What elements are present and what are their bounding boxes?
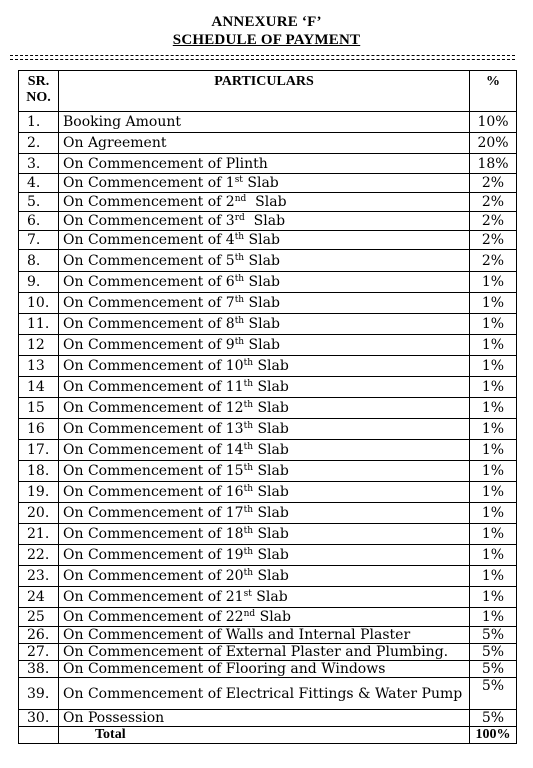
ordinal-suffix: nd [234,194,247,204]
ordinal-suffix: th [243,568,254,578]
row-particulars [59,335,470,356]
ordinal-suffix: th [234,295,245,305]
payment-schedule-table [18,70,517,744]
row-particulars [59,314,470,335]
header-sr-line2: NO. [26,90,51,105]
ordinal-suffix: th [243,379,254,389]
total-label: Total [59,727,470,744]
row-number: 27. [19,644,59,661]
ordinal-suffix: th [243,463,254,473]
row-percent: 2% [470,250,517,272]
particulars-text: On Commencement of 18 [63,526,244,542]
particulars-suffix: Slab [253,505,289,521]
particulars-text: On Commencement of 14 [63,442,244,458]
ordinal-suffix: th [234,316,245,326]
row-percent: 1% [470,482,517,503]
table-row [19,710,517,727]
row-percent: 2% [470,231,517,250]
particulars-suffix: Slab [244,274,280,290]
particulars-suffix: Slab [253,421,289,437]
row-percent: 18% [470,154,517,174]
table-row [19,133,517,154]
row-percent: 10% [470,112,517,133]
ordinal-suffix: th [243,526,254,536]
row-particulars [59,566,470,587]
table-row [19,566,517,587]
row-number: 19. [19,482,59,503]
particulars-text: On Commencement of 10 [63,358,244,374]
row-particulars [59,503,470,524]
row-particulars [59,627,470,644]
row-number: 3. [19,154,59,174]
particulars-text: On Possession [63,710,165,726]
row-percent: 1% [470,356,517,377]
ordinal-suffix: th [243,400,254,410]
document-subtitle: SCHEDULE OF PAYMENT [172,32,361,48]
ordinal-suffix: th [234,337,245,347]
row-particulars [59,587,470,608]
table-row [19,293,517,314]
row-number: 18. [19,461,59,482]
particulars-text: On Commencement of Flooring and Windows [63,661,386,677]
row-percent: 1% [470,272,517,293]
particulars-suffix: Slab [253,379,289,395]
particulars-suffix: Slab [253,463,289,479]
row-particulars [59,174,470,193]
row-particulars [59,545,470,566]
row-particulars [59,440,470,461]
table-row [19,644,517,661]
particulars-text: On Commencement of 6 [63,274,235,290]
particulars-suffix: Slab [253,484,289,500]
table-body [19,112,517,727]
ordinal-suffix: st [243,589,252,599]
row-percent: 2% [470,174,517,193]
particulars-suffix: Slab [244,252,280,269]
particulars-suffix: Slab [253,442,289,458]
table-row [19,193,517,212]
particulars-text: On Commencement of 13 [63,421,244,437]
table-row [19,377,517,398]
table-row [19,174,517,193]
row-particulars [59,710,470,727]
ordinal-suffix: th [234,232,245,242]
particulars-text: On Commencement of 2 [63,194,235,210]
row-particulars [59,608,470,627]
row-number: 5. [19,193,59,212]
particulars-suffix: Slab [242,175,279,191]
row-particulars [59,272,470,293]
particulars-text: On Commencement of Walls and Internal Plaster [63,627,411,643]
row-percent: 1% [470,503,517,524]
particulars-text: On Commencement of 17 [63,505,244,521]
row-particulars [59,133,470,154]
row-percent: 1% [470,335,517,356]
table-row [19,545,517,566]
row-percent: 1% [470,440,517,461]
table-row [19,627,517,644]
row-percent: 1% [470,587,517,608]
row-percent: 5% [470,627,517,644]
ordinal-suffix: nd [243,609,256,619]
row-particulars [59,661,470,678]
row-number: 15 [19,398,59,419]
row-particulars [59,293,470,314]
row-percent: 1% [470,293,517,314]
row-number: 23. [19,566,59,587]
particulars-text: On Commencement of 21 [63,589,244,605]
table-row [19,608,517,627]
row-percent: 5% [470,661,517,678]
table-row [19,231,517,250]
row-number: 20. [19,503,59,524]
particulars-text: On Commencement of 22 [63,609,244,625]
row-number: 9. [19,272,59,293]
particulars-text: On Commencement of Plinth [63,155,268,172]
particulars-suffix: Slab [244,213,286,229]
row-percent: 2% [470,193,517,212]
particulars-text: On Commencement of 3 [63,213,235,229]
particulars-text: On Commencement of External Plaster and Plumbing. [63,644,449,660]
ordinal-suffix: th [234,252,245,263]
total-no-cell [19,727,59,744]
header-percent: % [470,71,517,112]
row-number: 8. [19,250,59,272]
row-percent: 2% [470,212,517,231]
row-number: 16 [19,419,59,440]
row-number: 13 [19,356,59,377]
row-number: 10. [19,293,59,314]
row-percent: 1% [470,398,517,419]
row-number: 38. [19,661,59,678]
row-particulars [59,644,470,661]
row-particulars [59,524,470,545]
ordinal-suffix: rd [234,213,245,223]
ordinal-suffix: th [243,442,254,452]
row-number: 7. [19,231,59,250]
particulars-text: On Commencement of 9 [63,337,235,353]
total-row [19,727,517,744]
particulars-suffix: Slab [253,400,289,416]
table-row [19,212,517,231]
header-particulars: PARTICULARS [59,71,470,112]
particulars-suffix: Slab [251,589,288,605]
ordinal-suffix: th [234,274,245,284]
particulars-suffix: Slab [253,358,289,374]
row-number: 21. [19,524,59,545]
table-row [19,112,517,133]
row-particulars [59,398,470,419]
table-row [19,461,517,482]
table-header-row [19,71,517,112]
particulars-suffix: Slab [244,295,280,311]
particulars-suffix: Slab [253,526,289,542]
row-percent: 1% [470,545,517,566]
row-number: 4. [19,174,59,193]
row-number: 14 [19,377,59,398]
table-row [19,419,517,440]
document-title: ANNEXURE ‘F’ [211,14,322,30]
table-row [19,524,517,545]
row-percent: 1% [470,524,517,545]
ordinal-suffix: st [234,175,243,185]
row-percent: 20% [470,133,517,154]
row-number: 24 [19,587,59,608]
row-percent: 1% [470,608,517,627]
table-row [19,398,517,419]
particulars-suffix: Slab [244,316,280,332]
ordinal-suffix: th [243,421,254,431]
row-number: 12 [19,335,59,356]
ordinal-suffix: th [243,547,254,557]
double-dashed-rule [10,55,515,60]
table-row [19,250,517,272]
row-particulars [59,461,470,482]
particulars-text: On Commencement of 16 [63,484,244,500]
particulars-text: Booking Amount [63,114,182,130]
particulars-text: On Commencement of Electrical Fittings & Water Pump [63,685,463,702]
particulars-text: On Commencement of 1 [63,175,235,191]
row-percent: 5% [470,678,517,710]
header-sr-line1: SR. [27,74,50,89]
row-particulars [59,154,470,174]
row-number: 22. [19,545,59,566]
row-number: 6. [19,212,59,231]
row-number: 30. [19,710,59,727]
row-particulars [59,419,470,440]
table-row [19,678,517,710]
table-row [19,587,517,608]
particulars-text: On Commencement of 12 [63,400,244,416]
table-row [19,482,517,503]
ordinal-suffix: th [243,358,254,368]
row-number: 17. [19,440,59,461]
row-particulars [59,212,470,231]
row-number: 39. [19,678,59,710]
particulars-text: On Commencement of 8 [63,316,235,332]
row-percent: 5% [470,710,517,727]
row-number: 26. [19,627,59,644]
row-percent: 1% [470,461,517,482]
table-row [19,440,517,461]
row-particulars [59,250,470,272]
row-percent: 1% [470,566,517,587]
particulars-text: On Commencement of 11 [63,379,244,395]
table-row [19,661,517,678]
ordinal-suffix: th [243,484,254,494]
row-particulars [59,356,470,377]
row-percent: 5% [470,644,517,661]
table-row [19,314,517,335]
particulars-suffix: Slab [253,568,289,584]
row-particulars [59,482,470,503]
particulars-text: On Agreement [63,135,167,151]
table-row [19,335,517,356]
particulars-suffix: Slab [246,194,287,210]
row-number: 2. [19,133,59,154]
particulars-suffix: Slab [244,232,280,248]
particulars-suffix: Slab [255,609,291,625]
row-particulars [59,112,470,133]
ordinal-suffix: th [243,505,254,515]
particulars-text: On Commencement of 19 [63,547,244,563]
table-row [19,356,517,377]
row-number: 11. [19,314,59,335]
particulars-suffix: Slab [244,337,280,353]
particulars-text: On Commencement of 20 [63,568,244,584]
particulars-suffix: Slab [253,547,289,563]
row-particulars [59,231,470,250]
particulars-text: On Commencement of 15 [63,463,244,479]
total-percent: 100% [470,727,517,744]
row-particulars [59,193,470,212]
table-row [19,154,517,174]
table-row [19,503,517,524]
row-particulars [59,377,470,398]
row-particulars [59,678,470,710]
row-number: 25 [19,608,59,627]
row-percent: 1% [470,377,517,398]
particulars-text: On Commencement of 5 [63,252,235,269]
particulars-text: On Commencement of 7 [63,295,235,311]
table-row [19,272,517,293]
row-percent: 1% [470,419,517,440]
row-percent: 1% [470,314,517,335]
header-sr-no [19,71,59,112]
row-number: 1. [19,112,59,133]
particulars-text: On Commencement of 4 [63,232,235,248]
